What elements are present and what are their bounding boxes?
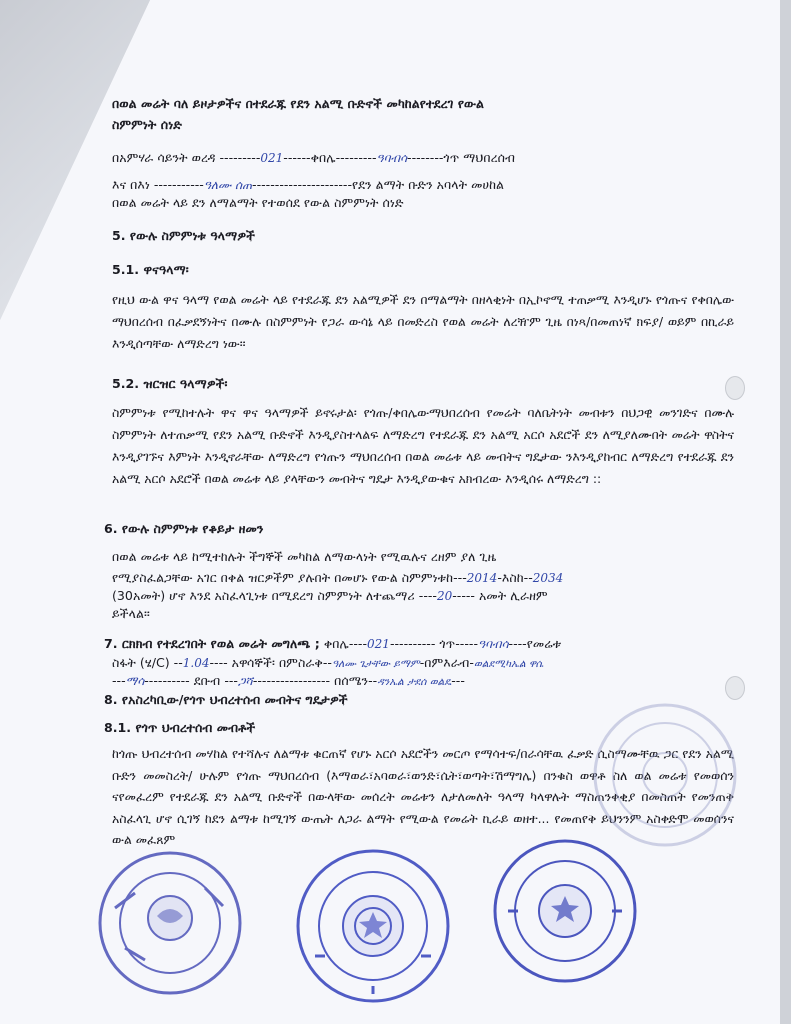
section-6-line3: (30አመት) ሆኖ እንደ አስፈላጊነቱ በሚደረግ ስምምነት ለተጨማሪ ----20----- አመት ሊራዘም xyxy=(112,588,548,603)
section-6-line2-prefix: የሚያስፈልጋቸው አገር በቀል ዝርዎችም ያሉበት በመሆኑ የውል ስምምነቱከ xyxy=(112,570,454,585)
parties-line2-prefix: እና በእነ xyxy=(112,177,150,192)
section-5-2-heading: 5.2. ዝርዝር ዓላማዎች፡ xyxy=(112,376,228,391)
parties-line3: በወል መሬት ላይ ደን ለማልማት የተወሰደ የውል ስምምነት ሰነድ xyxy=(112,195,404,210)
section-7-line3: ---ማሳ---------- ደቡብ ---ጋሻ----------------- በሰሜን--ዳንኤል ታደሰ ወልዴ--- xyxy=(112,673,465,688)
section-7-heading: 7. ርክክብ የተደረገበት የወል መሬት መግለጫ ; xyxy=(104,636,320,651)
section-5-heading: 5. የውሉ ስምምነቱ ዓላማዎች xyxy=(112,228,256,243)
stamp-kebele-admin xyxy=(95,848,245,998)
year-to: 2034 xyxy=(532,571,564,585)
section-6-line2-mid: እስከ xyxy=(501,570,524,585)
section-5-1-body: የዚህ ውል ዋና ዓላማ የወል መሬት ላይ የተደራጁ ደን አልሚዎች ደን በማልማት በዘላቂነት በኢኮኖሚ ተጠቃሚ እንዲሆኑ የጎጡና የቀበሌው ማህበረሰብ በፈቃደኝነትና በሙሉ በስምምነት የጋራ ውሳኔ ላይ በመድረስ የወል መሬት ለረዥም ጊዜ በነጻ/በመጠነኛ ክፍያ/ ወይም በኪራይ እንዲሰጣቸው ለማድረግ ነው፡፡ xyxy=(112,292,734,351)
parties-line2: እና በእነ -----------ዓለሙ ሰጠ----------------------የደን ልማት ቡድን አባላት መሀከል xyxy=(112,177,505,192)
stamp-faded-top xyxy=(590,700,740,850)
s7-got-name: ዓባብሳ xyxy=(478,637,509,651)
parties-line2-suffix: የደን ልማት ቡድን አባላት መሀከል xyxy=(352,177,505,192)
section-6-line4: ይችላል፡፡ xyxy=(112,606,150,621)
punch-hole-top xyxy=(725,376,745,400)
section-6-line3-suffix: አመት ሊራዘም xyxy=(478,588,548,603)
kebele-label: ቀበሌ xyxy=(310,150,336,165)
section-6-line1: በወል መሬቱ ላይ ከሚተከሉት ችግኞች መካከል ለማውላነት የሚዉሉና ረዘም ያለ ጊዜ xyxy=(112,549,497,564)
parties-line1-prefix: በአምሃራ ሳይንት ወረዳ xyxy=(112,150,216,165)
extra-years: 20 xyxy=(436,589,453,603)
year-from: 2014 xyxy=(466,571,498,585)
s7-got-label: ጎጥ xyxy=(439,636,456,651)
s7-neighbors-label: አዋሳኞች፡ xyxy=(231,655,275,670)
s7-kebele-label: ቀበሌ xyxy=(323,636,349,651)
section-8-1-heading: 8.1. የጎጥ ህብረተሰብ መብቶች xyxy=(104,720,256,735)
s7-south-label: ደቡብ xyxy=(193,673,221,688)
s7-area-label: ስፋት (ሄ/C) xyxy=(112,655,170,670)
s7-north-label: በሰሜን xyxy=(334,673,369,688)
s7-south: ጋሻ xyxy=(237,674,253,688)
s7-land-label: የመሬቱ xyxy=(526,636,562,651)
s7-east: ዓለሙ ጌታቸው ይማም xyxy=(331,658,420,670)
section-8-heading: 8. የአስረካቢው/የጎጥ ህብረተሰብ መብትና ግዴታዎች xyxy=(104,692,348,707)
woreda-no: 021 xyxy=(260,151,284,165)
section-6-heading: 6. የውሉ ስምምነቱ የቆይታ ዘመን xyxy=(104,521,264,536)
section-5-2-body: ስምምነቱ የሚከተሉት ዋና ዋና ዓላማዎች ይኖሩታል፡ የጎጡ/ቀበሌውማህበረሰብ የመሬት ባለቤትነት መብቱን በህጋዊ መንገድና በሙሉ ስምምነት ለተጠቃሚ የደን አልሚ ቡድኖች እንዲያስተላልፍ ለማድረግ የተደራጁ ደን አልሚ አርሶ አደሮች ደን ለሚያለሙበት መሬት ዋስትና እንዲያገኙና እምነት እንዲኖራቸው ለማድረግ የጎጡን ማህበረሰብ በወል መሬቱ ላይ መብትና ግዴታው ንእንዲያከብር ለማድረግ የተደራጁ ደን አልሚ አርሶ አደሮች በወል መሬቱ ላይ ያላቸውን መብትና ግዴታ እንዲያውቁና አክብረው እንዲሰሩ ለማድረግ :: xyxy=(112,405,734,486)
page-edge xyxy=(780,0,791,1024)
doc-title-line1: በወል መሬት ባለ ይዞታዎችና በተደራጁ የደን አልሚ ቡድኖች መካከልየተደረገ የውል xyxy=(112,96,485,111)
section-7-line1: 7. ርክክብ የተደረገበት የወል መሬት መግለጫ ; ቀበሌ----021---------- ጎጥ-----ዓባብሳ----የመሬቱ xyxy=(104,636,562,651)
s7-north-value: ማሳ xyxy=(125,674,145,688)
s7-area: 1.04 xyxy=(182,656,210,670)
section-5-1-heading: 5.1. ዋናዓላማ፡ xyxy=(112,262,189,277)
section-8-1-body: ከጎጡ ህብረተሰብ መሃከል የተሻሉና ለልማቱ ቁርጠኛ የሆኑ አርሶ አደሮችን መርጦ የማሳተፍ/በራሳቸዉ ፈቃድ ሲስማሙቸዉ ጋር የደን አልሚ ቡድን መመስረት/ ሁሉም የጎጡ ማህበረሰብ (እማወራ፣አባወራ፣ወንድ፣ሴት፣ወጣት፣ሽማግሌ) በንቁስ ወዋቶ ስለ ወል መሬቱ የመወሰን ናየመፈረም የተደራጁ ደን አልሚ ቡድኖች በውላቸው መሰረት መሬቱን ለታለመለት ዓላማ ካላዋሉት ማስጠንቀቂያ በመስጠት የመንጠቅ አስፈላጊ ሆኖ ሲገኝ ከደን ልማቱ ከሚገኝ ውጤት ለጋራ ልማት የሚውል የመሬት ኪራይ ወዘተ... የመጠየቅ ይህንንም አስቀድሞ መወሰንና ውል መፈጸም xyxy=(112,746,734,847)
section-6-line3-prefix: (30አመት) ሆኖ እንደ አስፈላጊነቱ በሚደረግ ስምምነት ለተጨማሪ xyxy=(112,588,415,603)
section-6-line2: የሚያስፈልጋቸው አገር በቀል ዝርዎችም ያሉበት በመሆኑ የውል ስምምነቱከ---2014-እስከ--2034 xyxy=(112,570,564,585)
parties-line1: በአምሃራ ሳይንት ወረዳ ---------021------ቀበሌ---------ዓባብሳ--------ጎጥ ማህበረሰብ xyxy=(112,150,516,165)
section-7-line2: ስፋት (ሄ/C) --1.04---- አዋሳኞች፡ በምስራቅ--ዓለሙ ጌታቸው ይማም-በምእራብ-ወልደሚካኤል ዋሴ xyxy=(112,655,544,670)
s7-east-label: በምስራቅ xyxy=(278,655,323,670)
group-name: ዓለሙ ሰጠ xyxy=(203,178,253,192)
s7-north: ዳንኤል ታደሰ ወልዴ xyxy=(377,676,452,688)
doc-title-line2: ስምምነት ሰነድ xyxy=(112,117,182,132)
stamp-woreda-office xyxy=(293,846,453,1006)
s7-west: ወልደሚካኤል ዋሴ xyxy=(473,658,544,670)
stamp-agriculture-office xyxy=(490,836,640,986)
s7-west-label: በምእራብ xyxy=(424,655,470,670)
parties-line1-suffix: ጎጥ ማህበረሰብ xyxy=(443,150,516,165)
kebele-name: ዓባብሳ xyxy=(376,151,408,165)
s7-kebele-no: 021 xyxy=(367,637,390,651)
